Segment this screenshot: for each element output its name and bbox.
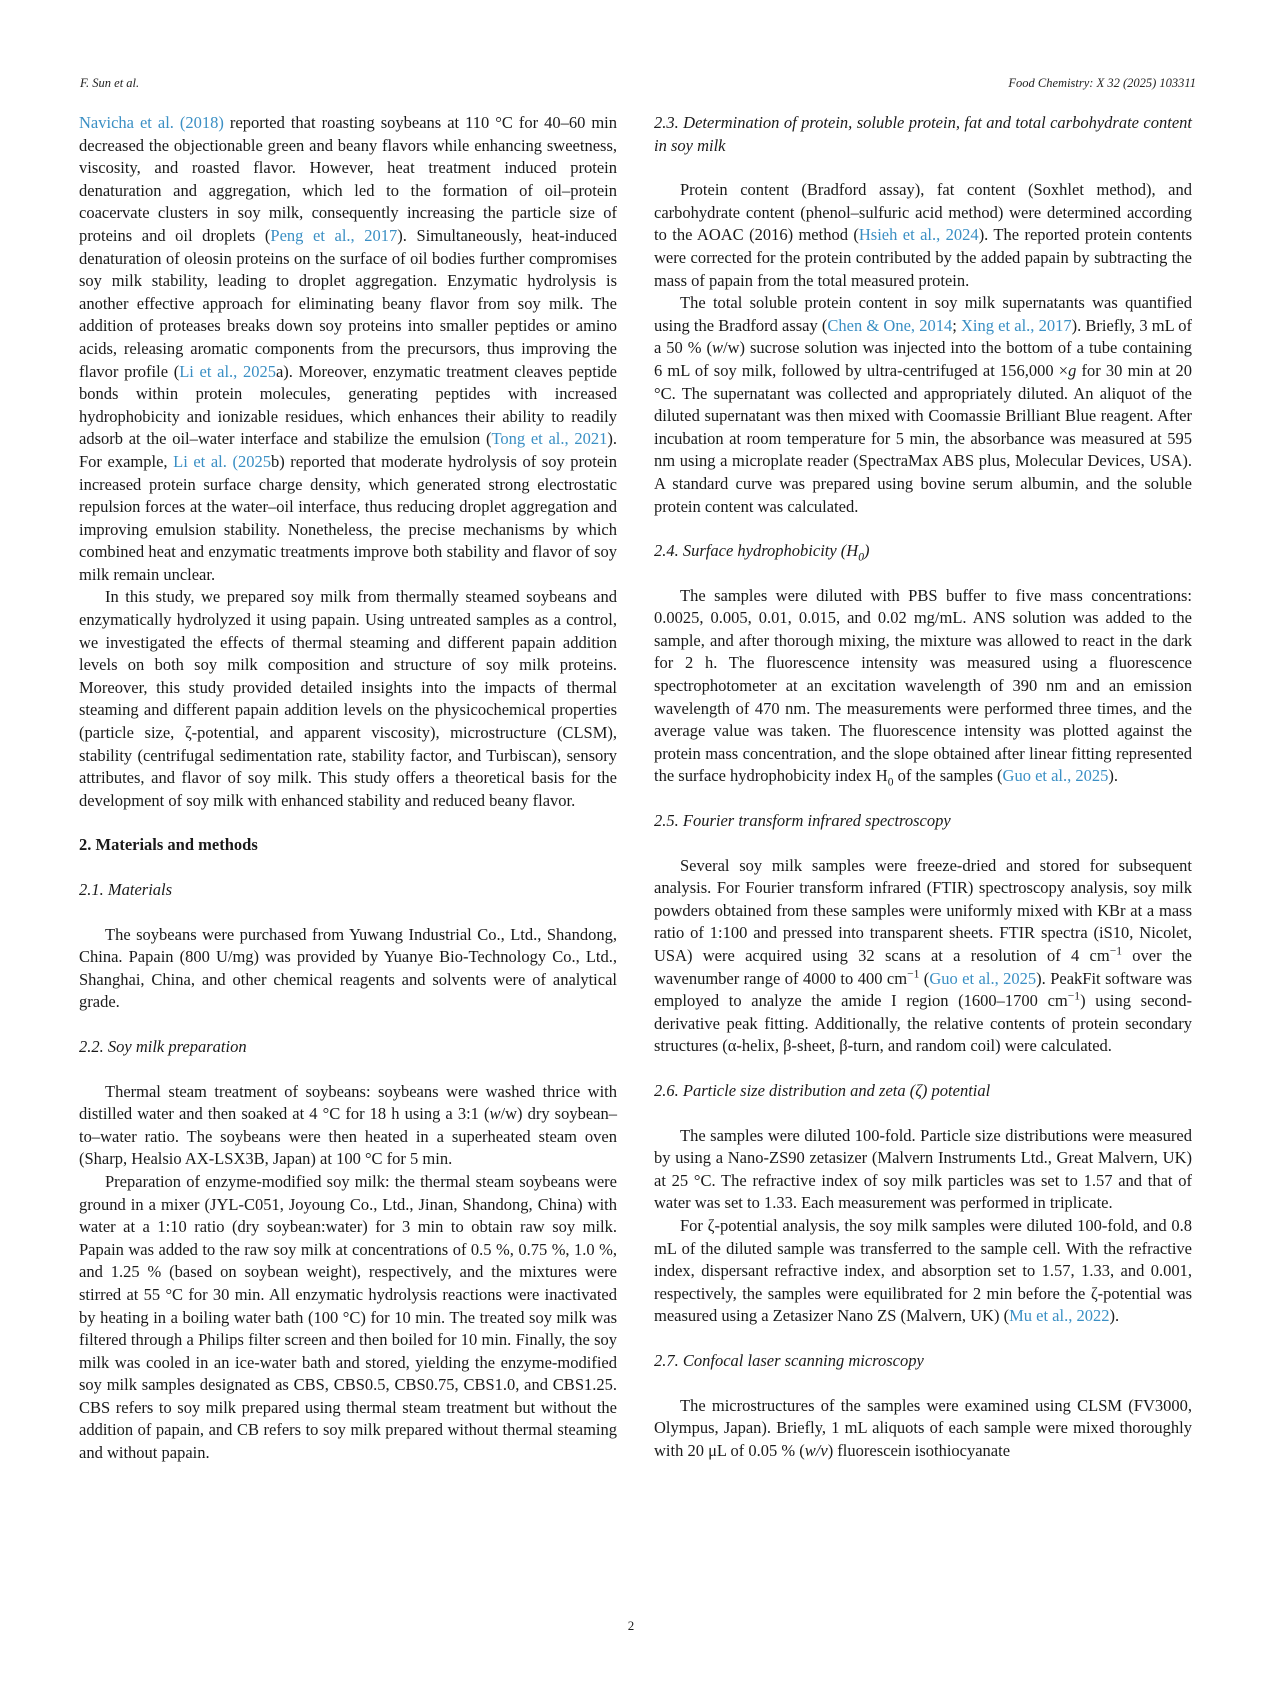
text-run: 2.4. Surface hydrophobicity (H bbox=[654, 541, 859, 561]
text-run: ). For example, bbox=[79, 429, 617, 471]
clsm-paragraph bbox=[654, 1395, 1192, 1463]
subsection-heading-particle-size-zeta: 2.6. Particle size distribution and zeta (ζ) potential bbox=[654, 1080, 991, 1100]
running-head-authors: F. Sun et al. bbox=[80, 76, 140, 90]
text-run: ). bbox=[1109, 1306, 1120, 1326]
text-run: of the samples ( bbox=[893, 766, 1003, 786]
text-run: For ζ-potential analysis, the soy milk samples were diluted 100-fold, and 0.8 mL of the diluted sample was transferred to the sample cell. With the refractive index, dispersant refractive index, and absorption set to 1.57, 1.33, and 0.001, respectively, the samples were equilibrated for 2 min before the ζ-potential was measured using a Zetasizer Nano ZS (Malvern, UK) ( bbox=[654, 1215, 1192, 1326]
text-run: ). Simultaneously, heat-induced denaturation of oleosin proteins on the surface of oil bodies further compromises soy milk stability, leading to droplet aggregation. Enzymatic hydrolysis is another effective approach for eliminating beany flavor from soy milk. The addition of proteases breaks down soy proteins into smaller peptides or amino acids, releasing aromatic components from the precursors, thus improving the flavor profile ( bbox=[79, 225, 617, 381]
preparation-paragraph-2: Preparation of enzyme-modified soy milk: the thermal steam soybeans were ground in a mixer (JYL-C051, Joyoung Co., Ltd., Jinan, Shandong, China) with water at a 1:10 ratio (dry soybean:water) for 3 min to obtain raw soy milk. Papain was added to the raw soy milk at concentrations of 0.5 %, 0.75 %, 1.0 %, and 1.25 % (based on soybean weight), respectively, and the mixtures were stirred at 55 °C for 30 min. All enzymatic hydrolysis reactions were inactivated by heating in a boiling water bath (100 °C) for 10 min. The treated soy milk was filtered through a Philips filter screen and then boiled for 10 min. Finally, the soy milk was cooled in an ice-water bath and stored, yielding the enzyme-modified soy milk samples designated as CBS, CBS0.5, CBS0.75, CBS1.0, and CBS1.25. CBS refers to soy milk prepared using thermal steam treatment but without the addition of papain, and CB refers to soy milk prepared without thermal steaming and without papain. bbox=[79, 1171, 617, 1463]
text-run: w/v bbox=[804, 1440, 828, 1460]
text-run: ( bbox=[919, 968, 930, 988]
subsection-heading-clsm: 2.7. Confocal laser scanning microscopy bbox=[654, 1350, 924, 1370]
section-heading-materials-methods: 2. Materials and methods bbox=[79, 835, 258, 855]
text-run: Protein content (Bradford assay), fat content (Soxhlet method), and carbohydrate content (phenol–sulfuric acid method) were determined according to the AOAC (2016) method ( bbox=[654, 180, 1192, 245]
text-run: The total soluble protein content in soy milk supernatants was quantified using the Bradford assay ( bbox=[654, 293, 1192, 335]
text-run: 0 bbox=[887, 776, 894, 789]
text-run: ). bbox=[1108, 766, 1119, 786]
text-run: The microstructures of the samples were examined using CLSM (FV3000, Olympus, Japan). Briefly, 1 mL aliquots of each sample were mixed thoroughly with 20 μL of 0.05 % ( bbox=[654, 1395, 1192, 1460]
preparation-paragraph-1 bbox=[79, 1081, 617, 1171]
text-run: Several soy milk samples were freeze-dried and stored for subsequent analysis. For Fourier transform infrared (FTIR) spectroscopy analysis, soy milk powders obtained from these samples were uniformly mixed with KBr at a mass ratio of 1:100 and pressed into transparent sheets. FTIR spectra (iS10, Nicolet, USA) were acquired using 32 scans at a resolution of 4 cm bbox=[654, 855, 1192, 965]
text-run: −1 bbox=[1067, 990, 1081, 1003]
protein-paragraph-2 bbox=[654, 292, 1192, 518]
zeta-potential-paragraph bbox=[654, 1215, 1192, 1328]
text-run: ) fluorescein isothiocyanate bbox=[827, 1440, 1011, 1460]
subsection-heading-ftir: 2.5. Fourier transform infrared spectroscopy bbox=[654, 811, 951, 831]
materials-paragraph: The soybeans were purchased from Yuwang Industrial Co., Ltd., Shandong, China. Papain (800 U/mg) was provided by Yuanye Bio-Technology Co., Ltd., Shanghai, China, and other chemical reagents and solvents were of analytical grade. bbox=[79, 924, 617, 1012]
text-run: ) bbox=[864, 541, 870, 561]
text-run: ; bbox=[952, 315, 961, 335]
subsection-heading-soy-milk-preparation: 2.2. Soy milk preparation bbox=[79, 1036, 247, 1056]
particle-size-paragraph: The samples were diluted 100-fold. Particle size distributions were measured by using a Nano-ZS90 zetasizer (Malvern Instruments Ltd., Great Malvern, UK) at 25 °C. The refractive index of soy milk particles was set to 1.57 and that of water was set to 1.33. Each measurement was performed in triplicate. bbox=[654, 1125, 1192, 1213]
subsection-heading-materials: 2.1. Materials bbox=[79, 880, 173, 899]
citation-link[interactable]: Peng et al., 2017 bbox=[270, 225, 398, 245]
text-run: ). PeakFit software was employed to analyze the amide I region (1600–1700 cm bbox=[654, 968, 1193, 1011]
citation-link[interactable]: Guo et al., 2025 bbox=[1002, 766, 1109, 786]
text-run: −1 bbox=[1109, 945, 1122, 958]
text-run: The samples were diluted with PBS buffer to five mass concentrations: 0.0025, 0.005, 0.01, 0.015, and 0.02 mg/mL. ANS solution was added to the sample, and after thorough mixing, the mixture was allowed to react in the dark for 2 h. The fluorescence intensity was measured using a fluorescence spectrophotometer at an excitation wavelength of 390 nm and an emission wavelength of 470 nm. The measurements were performed three times, and the average value was taken. The fluorescence intensity was plotted against the protein mass concentration, and the slope obtained after linear fitting represented the surface hydrophobicity index H bbox=[654, 585, 1192, 786]
citation-link[interactable]: Hsieh et al., 2024 bbox=[858, 225, 979, 245]
text-run: ) using second-derivative peak fitting. Additionally, the relative contents of protein secondary structures (α-helix, β-sheet, β-turn, and random coil) were calculated. bbox=[654, 991, 1192, 1056]
page-number: 2 bbox=[627, 1618, 635, 1633]
citation-link[interactable]: Chen & One, 2014 bbox=[827, 315, 953, 335]
citation-link[interactable]: Mu et al., 2022 bbox=[1009, 1306, 1110, 1326]
right-column bbox=[654, 112, 1192, 1462]
text-run: −1 bbox=[907, 968, 920, 981]
text-run: over the wavenumber range of 4000 to 400 cm bbox=[654, 946, 1192, 988]
text-run: for 30 min at 20 °C. The supernatant was collected and appropriately diluted. An aliquot of the diluted supernatant was then mixed with Coomassie Brilliant Blue reagent. After incubation at room temperature for 5 min, the absorbance was measured at 595 nm using a microplate reader (SpectraMax ABS plus, Molecular Devices, USA). A standard curve was prepared using bovine serum albumin, and the soluble protein content was calculated. bbox=[654, 360, 1192, 516]
citation-link[interactable]: Tong et al., 2021 bbox=[491, 429, 608, 449]
subsection-heading-protein-determination: 2.3. Determination of protein, soluble protein, fat and total carbohydrate content in soy milk bbox=[654, 113, 1192, 155]
citation-link[interactable]: Navicha et al. (2018) bbox=[79, 113, 224, 132]
text-run: reported that roasting soybeans at 110 °C for 40–60 min decreased the objectionable green and beany flavors while enhancing sweetness, viscosity, and roasted flavor. However, heat treatment induced protein denaturation and aggregation, which led to the formation of oil–protein coacervate clusters in soy milk, consequently increasing the particle size of proteins and oil droplets ( bbox=[79, 113, 617, 245]
citation-link[interactable]: Li et al. (2025 bbox=[173, 451, 271, 471]
citation-link[interactable]: Li et al., 2025 bbox=[179, 361, 276, 381]
left-column bbox=[79, 112, 617, 1465]
text-run: b) reported that moderate hydrolysis of soy protein increased protein surface charge density, which generated strong electrostatic repulsion forces at the water–oil interface, thus reducing droplet aggregation and improving emulsion stability. Nonetheless, the precise mechanisms by which combined heat and enzymatic treatments improve both stability and flavor of soy milk remain unclear. bbox=[79, 451, 618, 584]
citation-link[interactable]: Xing et al., 2017 bbox=[960, 315, 1072, 335]
text-run: w bbox=[712, 338, 724, 358]
text-run: w bbox=[489, 1104, 501, 1124]
text-run: a). Moreover, enzymatic treatment cleaves peptide bonds within protein molecules, generating peptides with increased hydrophobicity and ionizable residues, which enhances their ability to readily adsorb at the oil–water interface and stabilize the emulsion ( bbox=[79, 361, 617, 449]
text-run: /w) sucrose solution was injected into the bottom of a tube containing 6 mL of soy milk, followed by ultra-centrifuged at 156,000 × bbox=[654, 338, 1192, 380]
intro-paragraph-1 bbox=[79, 112, 617, 586]
subsection-heading-surface-hydrophobicity bbox=[654, 540, 1192, 563]
ftir-paragraph bbox=[654, 855, 1192, 1058]
text-run: Thermal steam treatment of soybeans: soybeans were washed thrice with distilled water and then soaked at 4 °C for 18 h using a 3:1 ( bbox=[79, 1081, 617, 1124]
hydrophobicity-paragraph bbox=[654, 585, 1192, 788]
text-run: ). Briefly, 3 mL of a 50 % ( bbox=[654, 315, 1192, 358]
text-run: ). The reported protein contents were corrected for the protein contributed by the added papain by subtracting the mass of papain from the total measured protein. bbox=[654, 225, 1193, 290]
citation-link[interactable]: Guo et al., 2025 bbox=[929, 968, 1037, 988]
text-run: 0 bbox=[858, 551, 865, 564]
intro-paragraph-2: In this study, we prepared soy milk from thermally steamed soybeans and enzymatically hydrolyzed it using papain. Using untreated samples as a control, we investigated the effects of thermal steaming and different papain addition levels on both soy milk composition and structure of soy milk proteins. Moreover, this study provided detailed insights into the impacts of thermal steaming and different papain addition levels on the physicochemical properties (particle size, ζ-potential, and apparent viscosity), microstructure (CLSM), stability (centrifugal sedimentation rate, stability factor, and Turbiscan), sensory attributes, and flavor of soy milk. This study offers a theoretical basis for the development of soy milk with enhanced stability and reduced beany flavor. bbox=[79, 587, 617, 810]
text-run: /w) dry soybean–to–water ratio. The soybeans were then heated in a superheated steam oven (Sharp, Healsio AX-LSX3B, Japan) at 100 °C for 5 min. bbox=[79, 1104, 617, 1169]
running-head-journal: Food Chemistry: X 32 (2025) 103311 bbox=[1008, 76, 1196, 90]
text-run: g bbox=[1068, 360, 1077, 380]
protein-paragraph-1 bbox=[654, 179, 1192, 292]
